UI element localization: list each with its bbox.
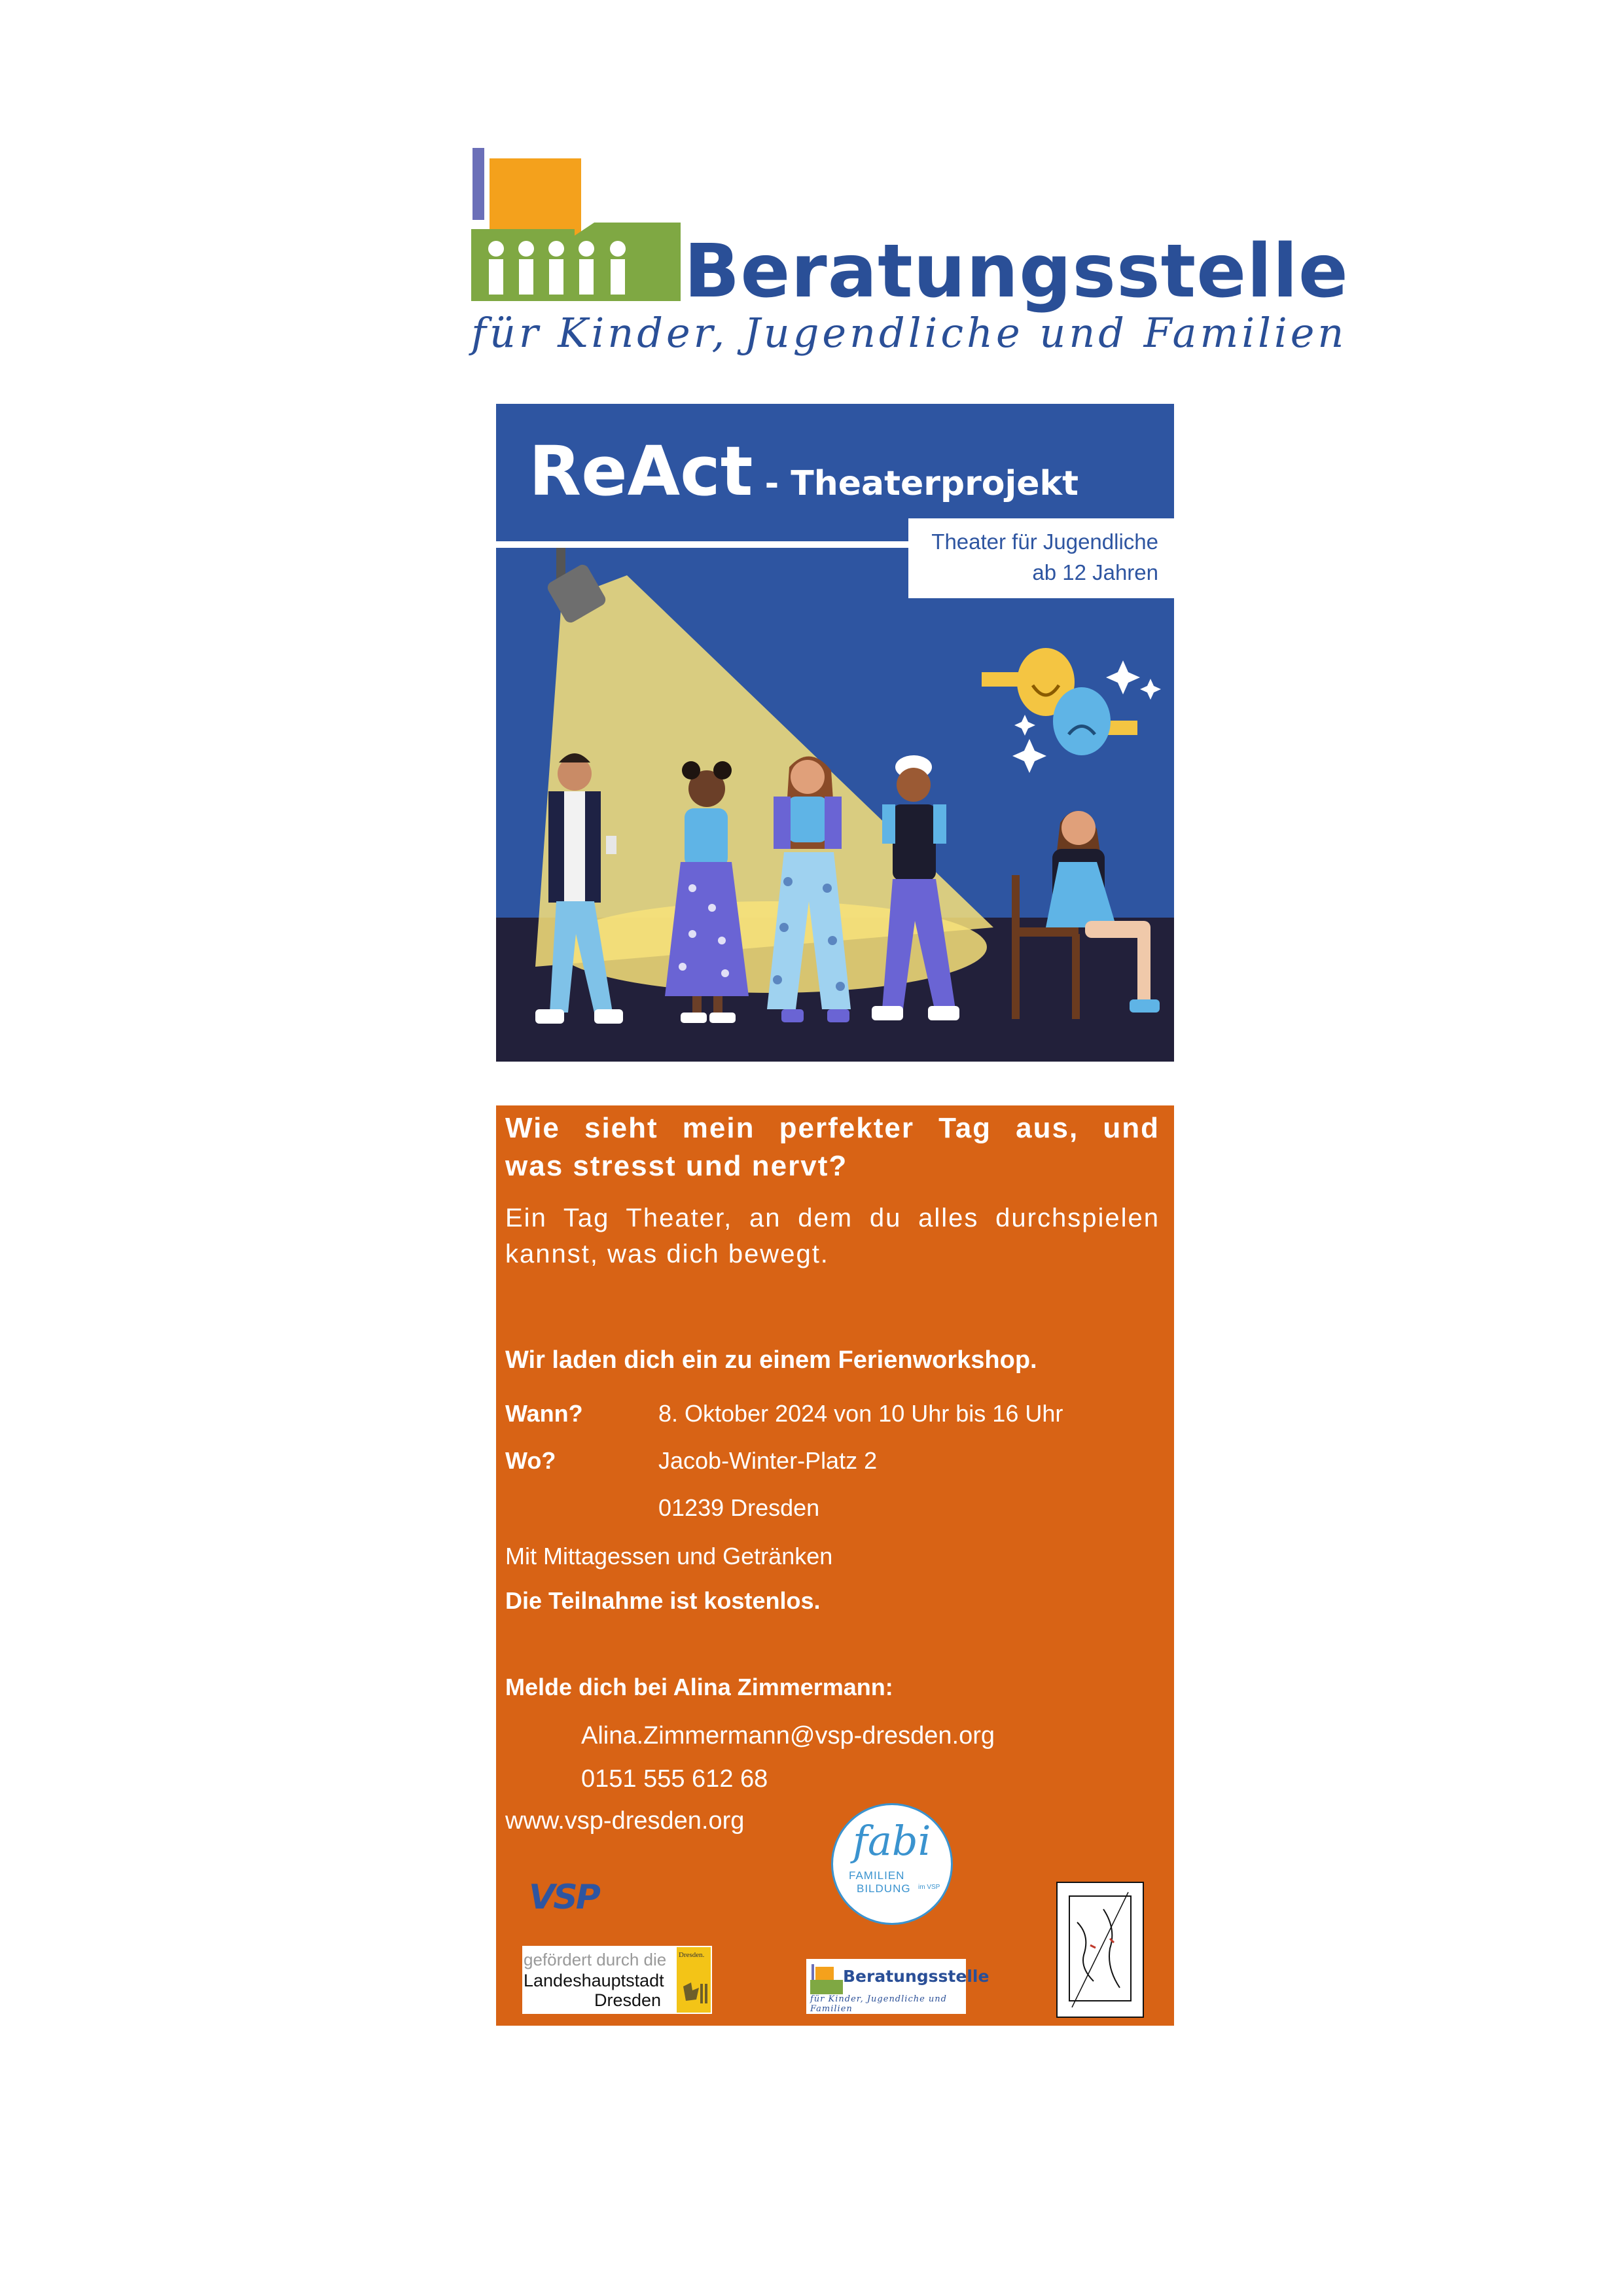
beratungsstelle-mini-logo xyxy=(806,1959,990,2014)
dresden-badge-text: Dresden. xyxy=(679,1951,705,1959)
contact-heading: Melde dich bei Alina Zimmermann: xyxy=(505,1674,893,1700)
poster-subtitle-line1: Theater für Jugendliche xyxy=(931,529,1158,554)
logo-subtitle: für Kinder, Jugendliche und Familien xyxy=(471,309,1347,357)
poster-title xyxy=(529,431,1079,511)
fabi-logo-line2: BILDUNG xyxy=(857,1882,911,1895)
fabi-logo-name: fabi xyxy=(853,1817,931,1865)
mini-logo-title: Beratungsstelle xyxy=(843,1967,990,1986)
intro-line1: Ein Tag Theater, an dem du alles durchspielen xyxy=(505,1204,1160,1232)
dresden-lion-icon xyxy=(677,1947,711,2013)
fabi-logo-line1: FAMILIEN xyxy=(849,1869,905,1882)
funding-line3: Dresden xyxy=(594,1990,662,2010)
building-logo-icon xyxy=(458,137,694,308)
intro-line2: kannst, was dich bewegt. xyxy=(505,1240,829,1268)
funding-line2: Landeshauptstadt xyxy=(524,1971,664,1990)
contact-phone[interactable]: 0151 555 612 68 xyxy=(581,1765,768,1793)
poster-subtitle-box xyxy=(908,518,1174,598)
website-link[interactable]: www.vsp-dresden.org xyxy=(505,1807,745,1835)
where-city: 01239 Dresden xyxy=(658,1494,820,1521)
when-label: Wann? xyxy=(505,1400,583,1427)
info-panel xyxy=(496,1105,1174,2026)
header-logo xyxy=(458,137,1349,360)
funding-line1: gefördert durch die xyxy=(524,1950,667,1969)
mini-building-icon xyxy=(809,1963,844,1996)
sketch-faces-icon xyxy=(1058,1883,1143,2017)
funding-logo xyxy=(522,1946,712,2014)
meal-note: Mit Mittagessen und Getränken xyxy=(505,1543,833,1570)
invite-text: Wir laden dich ein zu einem Ferienworkshop. xyxy=(505,1346,1037,1374)
poster-title-rest: - Theaterprojekt xyxy=(753,464,1079,503)
free-note: Die Teilnahme ist kostenlos. xyxy=(505,1587,821,1614)
when-value: 8. Oktober 2024 von 10 Uhr bis 16 Uhr xyxy=(658,1400,1063,1427)
contact-email-link[interactable]: Alina.Zimmermann@vsp-dresden.org xyxy=(581,1722,995,1749)
mini-logo-subtitle: für Kinder, Jugendliche und Familien xyxy=(810,1994,947,2014)
headline-line1: Wie sieht mein perfekter Tag aus, und xyxy=(505,1112,1160,1144)
poster-illustration xyxy=(496,404,1174,1062)
where-label: Wo? xyxy=(505,1447,556,1474)
logo-title: Beratungsstelle xyxy=(684,229,1349,314)
poster-subtitle-line2: ab 12 Jahren xyxy=(1032,560,1158,584)
where-street: Jacob-Winter-Platz 2 xyxy=(658,1447,878,1474)
sketch-faces-logo xyxy=(1056,1882,1144,2018)
fabi-logo-tag: im VSP xyxy=(918,1884,940,1891)
fabi-logo xyxy=(831,1803,953,1925)
vsp-logo: VSP xyxy=(529,1878,599,1917)
poster-title-main: ReAct xyxy=(529,431,753,511)
headline-line2: was stresst und nervt? xyxy=(505,1150,848,1182)
dresden-badge-icon xyxy=(677,1947,711,2013)
